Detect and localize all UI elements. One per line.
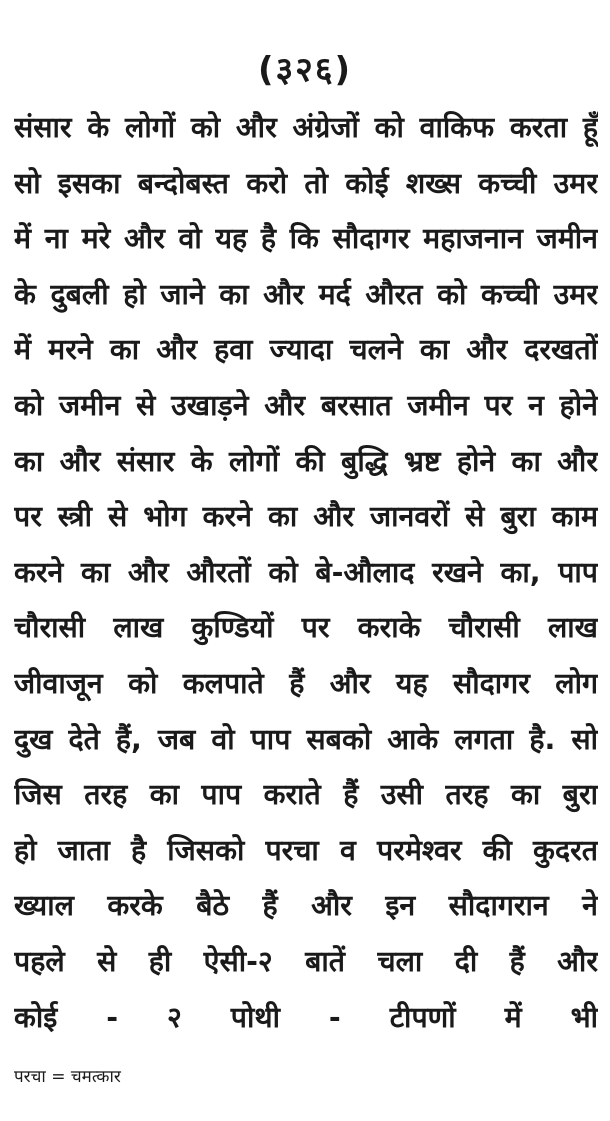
- text-line: संसार के लोगों को और अंग्रेजों को वाकिफ करता हूँ: [14, 111, 598, 144]
- text-line: ख्याल करके बैठे हैं और इन सौदागरान ने: [14, 889, 598, 923]
- text-line: में ना मरे और वो यह है कि सौदागर महाजनान जमीन: [14, 222, 598, 256]
- page-number: (३२६): [257, 50, 353, 90]
- footnote: परचा = चमत्कार: [14, 1067, 121, 1087]
- text-line: के दुबली हो जाने का और मर्द औरत को कच्ची उमर: [14, 277, 598, 311]
- text-line: जीवाजून को कलपाते हैं और यह सौदागर लोग: [14, 666, 598, 700]
- text-line: को जमीन से उखाड़ने और बरसात जमीन पर न होने: [14, 388, 598, 422]
- text-line: कोई - २ पोथी - टीपणों में भी: [14, 1000, 598, 1034]
- text-line: पर स्त्री से भोग करने का और जानवरों से बुरा काम: [14, 500, 598, 534]
- text-line: दुख देते हैं, जब वो पाप सबको आके लगता है. सो: [14, 722, 598, 756]
- text-line: में मरने का और हवा ज्यादा चलने का और दरखतों: [14, 333, 598, 367]
- text-line: जिस तरह का पाप कराते हैं उसी तरह का बुरा: [14, 778, 598, 812]
- text-line: सो इसका बन्दोबस्त करो तो कोई शख्स कच्ची उमर: [14, 166, 598, 200]
- text-line: पहले से ही ऐसी-२ बातें चला दी हैं और: [14, 944, 598, 978]
- body-text: [14, 100, 598, 1045]
- text-line: हो जाता है जिसको परचा व परमेश्वर की कुदरत: [14, 833, 598, 867]
- text-line: करने का और औरतों को बे-औलाद रखने का, पाप: [14, 555, 598, 589]
- text-line: चौरासी लाख कुण्डियों पर कराके चौरासी लाख: [14, 611, 598, 645]
- text-line: का और संसार के लोगों की बुद्धि भ्रष्ट होने का और: [14, 444, 598, 478]
